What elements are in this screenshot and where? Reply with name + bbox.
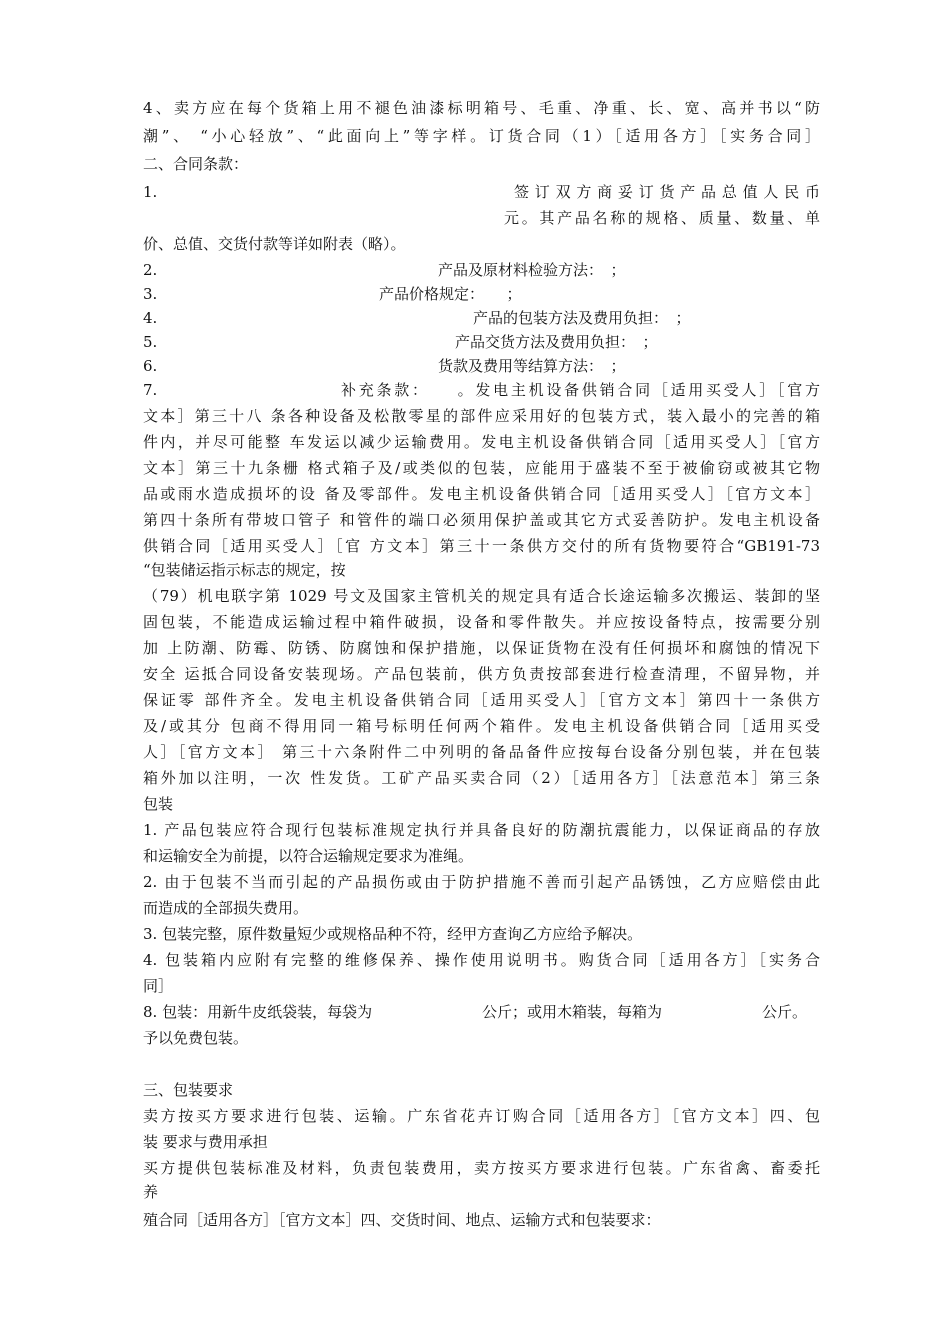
text-line: 保证零 部件齐全。发电主机设备供销合同［适用买受人］［官方文本］第四十一条供方 [143, 691, 820, 709]
text-line: 装 要求与费用承担 [143, 1133, 268, 1151]
text-line: 殖合同［适用各方］［官方文本］四、交货时间、地点、运输方式和包装要求： [143, 1211, 661, 1229]
packaging-clause-8 [143, 1000, 820, 1024]
text-line: 件内，并尽可能整 车发运以减少运输费用。发电主机设备供销合同［适用买受人］［官方 [143, 433, 820, 451]
text-line: 人］［官方文本］ 第三十六条附件二中列明的备品备件应按每台设备分别包装，并在包装 [143, 743, 820, 761]
text-line: 及/或其分 包商不得用同一箱号标明任何两个箱件。发电主机设备供销合同［适用买受 [143, 717, 820, 735]
text-line: 予以免费包装。 [143, 1029, 249, 1047]
list-item: 3. 包装完整，原件数量短少或规格品种不符，经甲方查询乙方应给予解决。 [143, 925, 643, 943]
clause-text: 8. 包装：用新牛皮纸袋装，每袋为 [143, 1003, 373, 1021]
list-item: 1. 产品包装应符合现行包装标准规定执行并具备良好的防潮抗震能力，以保证商品的存放 [143, 821, 820, 839]
text-line: 卖方按买方要求进行包装、运输。广东省花卉订购合同［适用各方］［官方文本］四、包 [143, 1107, 820, 1125]
text-line: 箱外加以注明，一次 性发货。工矿产品买卖合同（2）［适用各方］［法意范本］第三条 [143, 769, 820, 787]
text-line: 4、卖方应在每个货箱上用不褪色油漆标明箱号、毛重、净重、长、宽、高并书以“防 [143, 99, 820, 117]
clause-2 [143, 258, 820, 282]
clause-text: 补充条款： 。发电主机设备供销合同［适用买受人］［官方 [341, 381, 820, 399]
text-line: 品或雨水造成损坏的设 备及零部件。发电主机设备供销合同［适用买受人］［官方文本］ [143, 485, 820, 503]
text-line: 加 上防潮、防霉、防锈、防腐蚀和保护措施，以保证货物在没有任何损坏和腐蚀的情况下 [143, 639, 820, 657]
clause-6 [143, 354, 820, 378]
text-line: 同］ [143, 977, 174, 995]
text-line: 和运输安全为前提，以符合运输规定要求为准绳。 [143, 847, 474, 865]
text-line: 养 [143, 1183, 159, 1201]
text-line: 第四十条所有带坡口管子 和管件的端口必须用保护盖或其它方式妥善防护。发电主机设备 [143, 511, 820, 529]
clause-text: 签订双方商妥订货产品总值人民币 [514, 183, 820, 201]
clause-number: 3. [143, 285, 158, 303]
clause-number: 4. [143, 309, 158, 327]
text-line: 买方提供包装标准及材料，负责包装费用，卖方按买方要求进行包装。广东省禽、畜委托 [143, 1159, 820, 1177]
clause-text: 产品交货方法及费用负担： ； [455, 333, 658, 351]
clause-text: 产品的包装方法及费用负担： ； [473, 309, 691, 327]
text-line: 而造成的全部损失费用。 [143, 899, 309, 917]
clause-text: 产品价格规定： ； [379, 285, 522, 303]
section-heading-packaging: 三、包装要求 [143, 1081, 234, 1099]
section-heading-contract-terms: 二、合同条款： [143, 155, 249, 173]
clause-5 [143, 330, 820, 354]
clause-number: 5. [143, 333, 158, 351]
clause-7 [143, 378, 820, 402]
text-line: 元。其产品名称的规格、质量、数量、单 [504, 209, 820, 227]
clause-1 [143, 180, 820, 204]
text-line: 价、总值、交货付款等详如附表（略）。 [143, 235, 406, 253]
text-line: 安全 运抵合同设备安装现场。产品包装前，供方负责按部套进行检查清理，不留异物，并 [143, 665, 820, 683]
text-line: 供销合同［适用买受人］［官 方文本］第三十一条供方交付的所有货物要符合“GB191-73 [143, 537, 820, 555]
clause-text: 产品及原材料检验方法： ； [438, 261, 626, 279]
clause-text: 货款及费用等结算方法： ； [438, 357, 626, 375]
clause-number: 1. [143, 183, 158, 201]
list-item: 2. 由于包装不当而引起的产品损伤或由于防护措施不善而引起产品锈蚀，乙方应赔偿由此 [143, 873, 820, 891]
text-line: 文本］第三十八 条各种设备及松散零星的部件应采用好的包装方式，装入最小的完善的箱 [143, 407, 820, 425]
text-line: （79）机电联字第 1029 号文及国家主管机关的规定具有适合长途运输多次搬运、装卸的坚 [143, 587, 820, 605]
clause-number: 2. [143, 261, 158, 279]
clause-number: 6. [143, 357, 158, 375]
list-item: 4. 包装箱内应附有完整的维修保养、操作使用说明书。购货合同［适用各方］［实务合 [143, 951, 820, 969]
text-line: 潮”、 “小心轻放”、“此面向上”等字样。订货合同（1）［适用各方］［实务合同］ [143, 127, 820, 145]
text-line: 包装 [143, 795, 174, 813]
clause-3 [143, 282, 820, 306]
text-line: 文本］第三十九条栅 格式箱子及/或类似的包装，应能用于盛装不至于被偷窃或被其它物 [143, 459, 820, 477]
clause-number: 7. [143, 381, 158, 399]
text-line: 固包装，不能造成运输过程中箱件破损，设备和零件散失。并应按设备特点，按需要分别 [143, 613, 820, 631]
text-line: “包装储运指示标志的规定，按 [143, 561, 346, 579]
clause-4 [143, 306, 820, 330]
clause-text: 公斤。 [762, 1003, 808, 1021]
clause-text: 公斤；或用木箱装，每箱为 [482, 1003, 663, 1021]
